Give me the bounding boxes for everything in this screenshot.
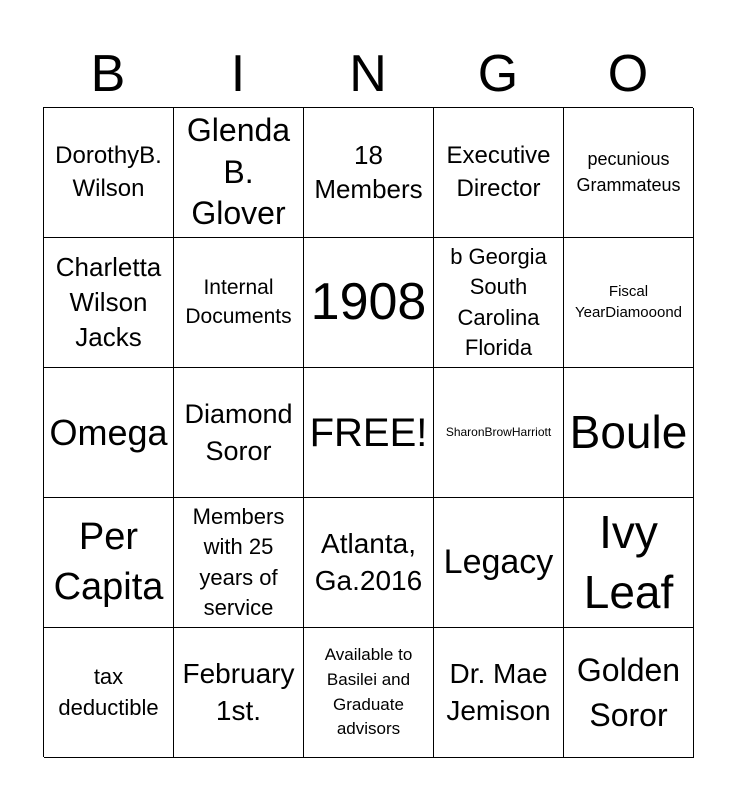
bingo-cell[interactable] [304, 368, 434, 498]
bingo-cell[interactable] [434, 628, 564, 758]
bingo-cell[interactable] [44, 628, 174, 758]
bingo-cell-text: February 1st. [182, 658, 295, 726]
bingo-cell[interactable] [434, 498, 564, 628]
bingo-cell-text: Per Capita [53, 516, 164, 608]
bingo-cell-text: Glenda B. Glover [186, 112, 291, 232]
bingo-cell-text: Dr. Mae Jemison [446, 657, 551, 726]
bingo-cell[interactable] [564, 498, 694, 628]
bingo-cell-text: Ivy Leaf [583, 505, 674, 618]
bingo-cell[interactable] [434, 368, 564, 498]
bingo-cell-text: Members with 25 years of service [192, 503, 285, 620]
bingo-cell-text: 18 Members [314, 139, 423, 204]
bingo-cell[interactable] [174, 238, 304, 368]
bingo-cell[interactable] [304, 108, 434, 238]
bingo-cell[interactable] [564, 108, 694, 238]
header-letter-i: I [230, 45, 246, 103]
bingo-cell-text: Golden Soror [576, 651, 681, 733]
bingo-cell[interactable] [304, 238, 434, 368]
bingo-grid [43, 107, 693, 757]
bingo-cell-text: Available to Basilei and Graduate advisors [324, 645, 413, 739]
bingo-cell[interactable] [174, 628, 304, 758]
bingo-cell[interactable] [434, 108, 564, 238]
header-letter-g: G [477, 45, 519, 103]
bingo-cell[interactable] [564, 238, 694, 368]
bingo-cell-text: Diamond Soror [184, 399, 293, 466]
bingo-cell-text: SharonBrowHarriott [445, 424, 552, 439]
bingo-cell[interactable] [434, 238, 564, 368]
bingo-header [43, 40, 693, 108]
bingo-cell-text: Fiscal YearDiamooond [574, 283, 683, 321]
header-letter-n: N [349, 45, 387, 103]
bingo-cell-text: Executive Director [446, 142, 551, 202]
bingo-cell[interactable] [44, 368, 174, 498]
bingo-cell-text: Boule [569, 406, 688, 459]
bingo-cell[interactable] [174, 498, 304, 628]
bingo-cell-text: 1908 [310, 272, 427, 331]
bingo-cell-text: pecunious Grammateus [576, 149, 681, 195]
bingo-cell-text: Legacy [443, 543, 554, 582]
bingo-cell[interactable] [44, 108, 174, 238]
bingo-cell-text: Internal Documents [185, 276, 292, 328]
bingo-cell[interactable] [564, 368, 694, 498]
bingo-cell[interactable] [304, 498, 434, 628]
bingo-cell-text: tax deductible [58, 663, 159, 720]
bingo-cell-text: Charletta Wilson Jacks [55, 251, 162, 353]
header-letter-b: B [90, 45, 126, 103]
bingo-cell[interactable] [174, 108, 304, 238]
bingo-cell-text: DorothyB. Wilson [55, 142, 162, 202]
bingo-cell[interactable] [564, 628, 694, 758]
bingo-cell[interactable] [174, 368, 304, 498]
bingo-cell[interactable] [44, 498, 174, 628]
bingo-cell-text: Omega [49, 411, 168, 453]
bingo-cell-text: b Georgia South Carolina Florida [450, 243, 547, 360]
bingo-cell[interactable] [44, 238, 174, 368]
header-letter-o: O [607, 45, 649, 103]
bingo-cell-text: FREE! [309, 410, 428, 455]
bingo-cell[interactable] [304, 628, 434, 758]
bingo-cell-text: Atlanta, Ga.2016 [314, 527, 423, 596]
